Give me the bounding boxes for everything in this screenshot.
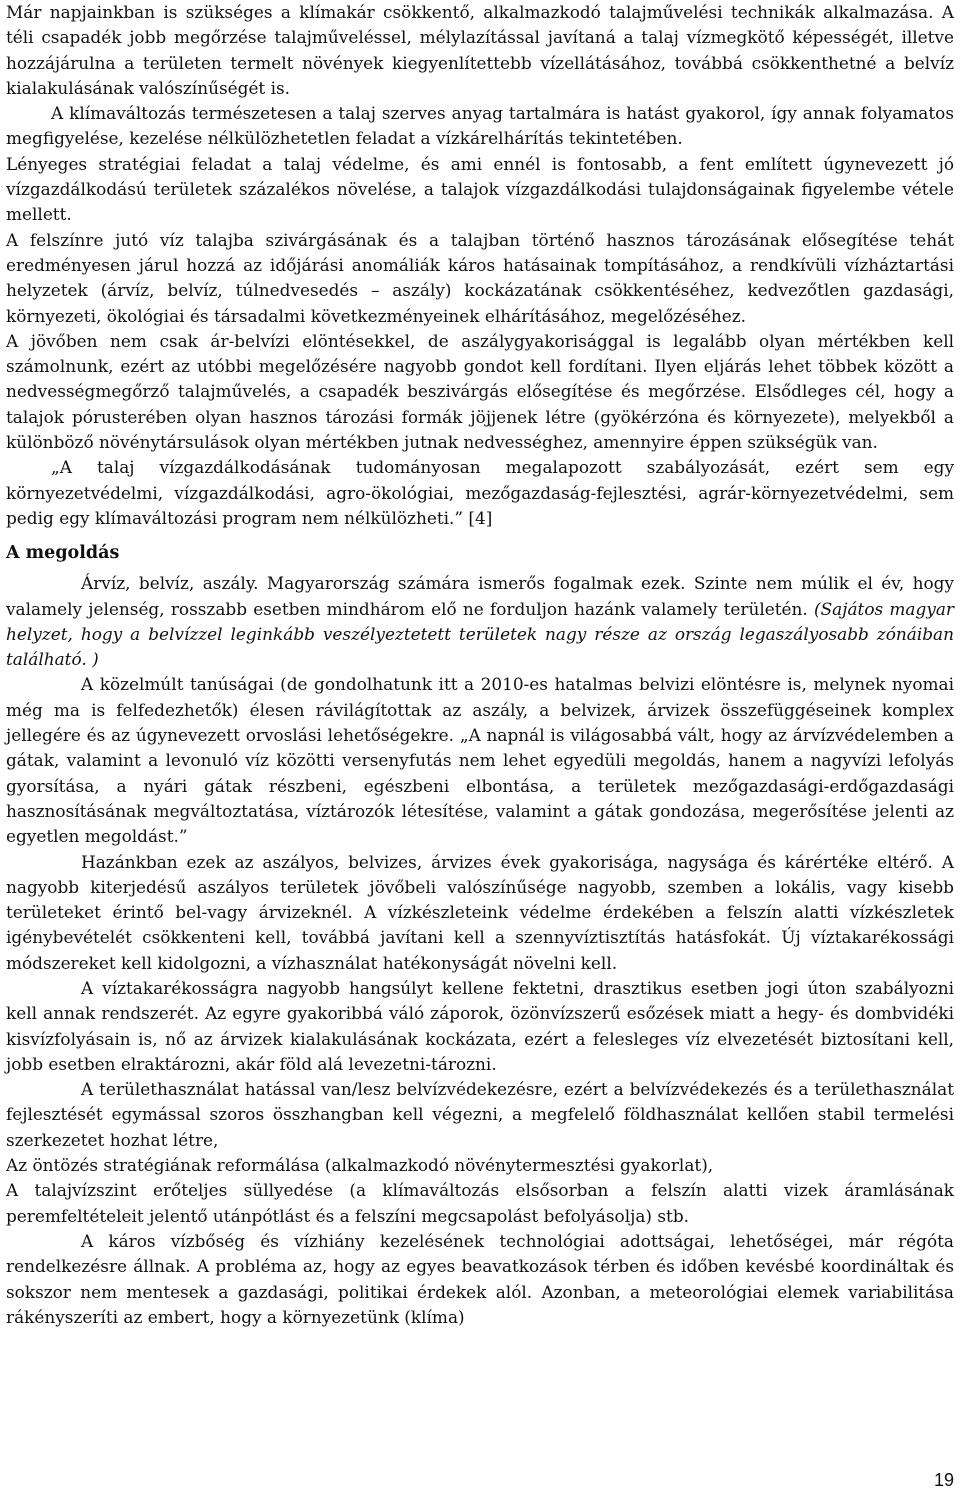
body-paragraph: Lényeges stratégiai feladat a talaj védelme, és ami ennél is fontosabb, a fent említett úgynevezett jó vízgazdálkodású területek százalékos növelése, a talajok vízgazdálkodási tulajdonságainak figyelembe vétele mellett. — [6, 153, 954, 225]
quote-paragraph: „A talaj vízgazdálkodásának tudományosan megalapozott szabályozását, ezért sem egy környezetvédelmi, vízgazdálkodási, agro-ökológiai, mezőgazdaság-fejlesztési, agrár-környezetvédelmi, sem pedig egy klímaváltozási program nem nélkülözheti.” [4] — [6, 457, 954, 528]
page-number: 19 — [933, 1470, 954, 1490]
body-paragraph: Hazánkban ezek az aszályos, belvizes, árvizes évek gyakorisága, nagysága és kárértéke eltérő. A nagyobb kiterjedésű aszályos területek jövőbeli valószínűsége nagyobb, szemben a lokális, vagy kisebb területeket érintő bel-vagy árvizeknél. A vízkészleteink védelme érdekében a felszín alatti vízkészletek igénybevételét csökkenteni kell, továbbá javítani kell a szennyvíztisztítás hatásfokát. Új víztakarékossági módszereket kell kidolgozni, a vízhasználat hatékonyságát növelni kell. — [6, 851, 954, 973]
document-page — [6, 0, 954, 1330]
paragraph-text: Árvíz, belvíz, aszály. Magyarország számára ismerős fogalmak ezek. Szinte nem múlik el év, hogy valamely jelenség, rosszabb esetben mindhárom elő ne forduljon hazánk valamely területén. — [6, 573, 954, 619]
body-paragraph: Már napjainkban is szükséges a klímakár csökkentő, alkalmazkodó talajművelési technikák alkalmazása. A téli csapadék jobb megőrzése talajműveléssel, mélylazítással javítaná a talaj vízmegkötő képességét, illetve hozzájárulna a területen termelt növények kiegyenlítettebb vízellátásához, továbbá csökkenthetné a belvíz kialakulásának valószínűségét is. — [6, 2, 954, 98]
body-paragraph: A jövőben nem csak ár-belvízi elöntésekkel, de aszálygyakorisággal is legalább olyan mértékben kell számolnunk, ezért az utóbbi megelőzésére nagyobb gondot kell fordítani. Ilyen eljárás lehet többek között a nedvességmegőrző talajművelés, a csapadék beszivárgás elősegítése és megőrzése. Elsődleges cél, hogy a talajok pórusterében olyan hasznos tározási formák jöjjenek létre (gyökérzóna és környezete), melyekből a különböző növénytársulások olyan mértékben jutnak nedvességhez, amennyire éppen szükségük van. — [6, 330, 954, 453]
body-paragraph: A közelmúlt tanúságai (de gondolhatunk itt a 2010-es hatalmas belvizi elöntésre is, melynek nyomai még ma is felfedezhetők) élesen rávilágítottak az aszály, a belvizek, árvizek összefüggéseinek komplex jellegére és az úgynevezett orvoslási lehetőségekre. „A napnál is világosabbá vált, hogy az árvízvédelemben a gátak, valamint a levonuló víz közötti versenyfutás nem lehet egyedüli megoldás, hanem a nagyvízi lefolyás gyorsítása, a nyári gátak részbeni, egészbeni elbontása, a területek mezőgazdasági-erdőgazdasági hasznosításának megváltoztatása, víztározók létesítése, valamint a gátak gondozása, megerősítése jelenti az egyetlen megoldást.” — [6, 674, 954, 847]
body-paragraph: A területhasználat hatással van/lesz belvízvédekezésre, ezért a belvízvédekezés és a területhasználat fejlesztését egymással szoros összhangban kell végezni, a megfelelő földhasználat kellően stabil termelési szerkezetet hozhat létre, — [6, 1079, 954, 1150]
body-paragraph: A káros vízbőség és vízhiány kezelésének technológiai adottságai, lehetőségei, már régóta rendelkezésre állnak. A probléma az, hogy az egyes beavatkozások térben és időben kevésbé koordináltak és sokszor nem mentesek a gazdasági, politikai érdekek alól. Azonban, a meteorológiai elemek variabilitása rákényszeríti az embert, hogy a környezetünk (klíma) — [6, 1230, 954, 1327]
body-paragraph: A talajvízszint erőteljes süllyedése (a klímaváltozás elsősorban a felszín alatti vizek áramlásának peremfeltételeit jelentő utánpótlást és a felszíni megcsapolást befolyásolja) stb. — [6, 1180, 954, 1226]
italic-note: (Sajátos magyar helyzet, hogy a belvízzel leginkább veszélyeztetett területek nagy része az ország legaszályosabb zónáiban található. ) — [6, 598, 954, 670]
body-paragraph: A felszínre jutó víz talajba szivárgásának és a talajban történő hasznos tározásának elősegítése tehát eredményesen járul hozzá az időjárási anomáliák káros hatásainak tompításához, a rendkívüli vízháztartási helyzetek (árvíz, belvíz, túlnedvesedés – aszály) kockázatának csökkentéséhez, kedvezőtlen gazdasági, környezeti, ökológiai és társadalmi következményeinek elhárításához, megelőzéséhez. — [6, 229, 954, 326]
body-paragraph: Az öntözés stratégiának reformálása (alkalmazkodó növénytermesztési gyakorlat), — [6, 1155, 714, 1176]
body-paragraph — [6, 571, 954, 672]
body-paragraph: A klímaváltozás természetesen a talaj szerves anyag tartalmára is hatást gyakorol, így annak folyamatos megfigyelése, kezelése nélkülözhetetlen feladat a vízkárelhárítás tekintetében. — [6, 103, 954, 149]
body-paragraph: A víztakarékosságra nagyobb hangsúlyt kellene fektetni, drasztikus esetben jogi úton szabályozni kell annak rendszerét. Az egyre gyakoribbá váló záporok, özönvízszerű esőzések miatt a hegy- és dombvidéki kisvízfolyásain is, nő az árvizek kialakulásának kockázata, ezért a felesleges víz elvezetését biztosítani kell, jobb esetben elraktározni, akár föld alá levezetni-tározni. — [6, 977, 954, 1074]
section-heading: A megoldás — [6, 543, 120, 564]
